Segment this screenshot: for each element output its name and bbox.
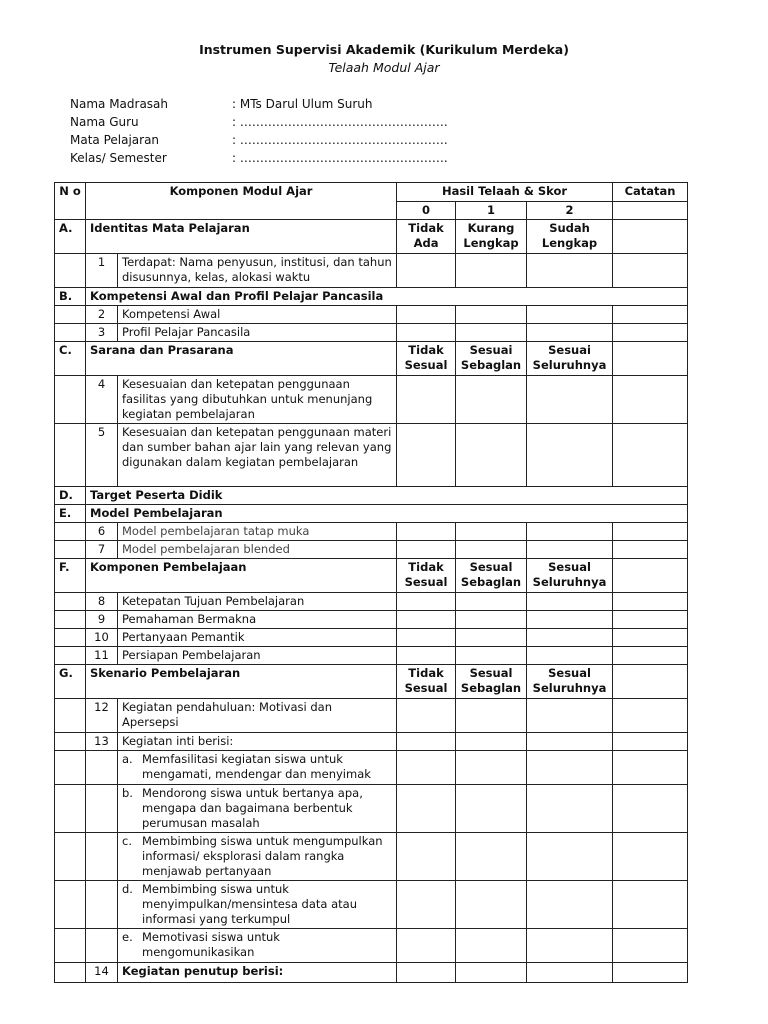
empty-cell xyxy=(86,929,118,963)
score-cell[interactable] xyxy=(456,424,527,487)
info-label: Nama Madrasah xyxy=(70,97,169,111)
catatan-cell[interactable] xyxy=(613,733,688,751)
score-cell[interactable] xyxy=(456,593,527,611)
catatan-cell[interactable] xyxy=(613,593,688,611)
score-label-2: Sudah Lengkap xyxy=(527,220,613,254)
score-cell[interactable] xyxy=(527,611,613,629)
item-text: Terdapat: Nama penyusun, institusi, dan tahun disusunnya, kelas, alokasi waktu xyxy=(118,254,397,288)
catatan-cell xyxy=(613,559,688,593)
info-value: : ……………………………………………. xyxy=(232,151,448,165)
header-score-2: 2 xyxy=(527,202,613,220)
sub-item-text: Memotivasi siswa untuk mengomunikasikan xyxy=(142,930,280,959)
item-text: Profil Pelajar Pancasila xyxy=(118,324,397,342)
item-text: Kompetensi Awal xyxy=(118,306,397,324)
catatan-cell[interactable] xyxy=(613,785,688,833)
catatan-cell[interactable] xyxy=(613,541,688,559)
score-label-1: Sesuai Sebaglan xyxy=(456,342,527,376)
item-number: 12 xyxy=(86,699,118,733)
score-cell[interactable] xyxy=(397,699,456,733)
score-label-1: Kurang Lengkap xyxy=(456,220,527,254)
score-cell[interactable] xyxy=(456,254,527,288)
info-label: Nama Guru xyxy=(70,115,139,129)
empty-cell xyxy=(55,324,86,342)
section-letter: B. xyxy=(55,288,86,306)
score-cell[interactable] xyxy=(527,593,613,611)
empty-cell xyxy=(55,593,86,611)
score-cell[interactable] xyxy=(527,254,613,288)
item-number: 14 xyxy=(86,963,118,983)
score-cell[interactable] xyxy=(397,523,456,541)
catatan-cell[interactable] xyxy=(613,611,688,629)
section-letter: F. xyxy=(55,559,86,593)
catatan-cell[interactable] xyxy=(613,963,688,983)
score-cell[interactable] xyxy=(397,629,456,647)
score-cell[interactable] xyxy=(527,785,613,833)
section-title: Identitas Mata Pelajaran xyxy=(86,220,397,254)
score-cell[interactable] xyxy=(456,306,527,324)
score-cell[interactable] xyxy=(397,254,456,288)
sub-item xyxy=(118,833,397,881)
item-text: Pemahaman Bermakna xyxy=(118,611,397,629)
sub-item-text: Mendorong siswa untuk bertanya apa, mengapa dan bagaimana berbentuk perumusan masalah xyxy=(142,786,363,830)
item-text: Kesesuaian dan ketepatan penggunaan materi dan sumber bahan ajar lain yang relevan yang digunakan dalam kegiatan pembelajaran xyxy=(118,424,397,487)
empty-cell xyxy=(55,647,86,665)
score-cell[interactable] xyxy=(527,376,613,424)
score-cell[interactable] xyxy=(397,541,456,559)
section-letter: A. xyxy=(55,220,86,254)
score-cell[interactable] xyxy=(456,376,527,424)
score-cell[interactable] xyxy=(456,699,527,733)
score-cell[interactable] xyxy=(397,751,456,785)
score-cell[interactable] xyxy=(397,611,456,629)
score-cell[interactable] xyxy=(527,629,613,647)
empty-cell xyxy=(55,751,86,785)
sub-item-letter: d. xyxy=(122,882,133,896)
item-text: Kesesuaian dan ketepatan penggunaan fasilitas yang dibutuhkan untuk menunjang kegiatan pembelajaran xyxy=(118,376,397,424)
item-number: 13 xyxy=(86,733,118,751)
catatan-cell[interactable] xyxy=(613,254,688,288)
document-title: Instrumen Supervisi Akademik (Kurikulum Merdeka) xyxy=(199,42,569,57)
score-label-2: Sesual Seluruhnya xyxy=(527,665,613,699)
header-catatan: Catatan xyxy=(613,183,688,202)
empty-cell xyxy=(55,785,86,833)
score-cell[interactable] xyxy=(397,593,456,611)
empty-cell xyxy=(55,699,86,733)
item-number: 3 xyxy=(86,324,118,342)
empty-cell xyxy=(55,733,86,751)
score-label-1: Sesual Sebaglan xyxy=(456,559,527,593)
score-cell[interactable] xyxy=(397,963,456,983)
info-value: : ……………………………………………. xyxy=(232,133,448,147)
info-value: : ……………………………………………. xyxy=(232,115,448,129)
score-label-2: Sesuai Seluruhnya xyxy=(527,342,613,376)
score-cell[interactable] xyxy=(527,699,613,733)
catatan-cell[interactable] xyxy=(613,376,688,424)
score-cell[interactable] xyxy=(456,751,527,785)
score-label-1: Sesual Sebaglan xyxy=(456,665,527,699)
catatan-cell[interactable] xyxy=(613,699,688,733)
score-cell[interactable] xyxy=(397,306,456,324)
sub-item xyxy=(118,785,397,833)
score-cell[interactable] xyxy=(527,541,613,559)
score-cell[interactable] xyxy=(397,733,456,751)
score-cell[interactable] xyxy=(397,881,456,929)
score-cell[interactable] xyxy=(527,306,613,324)
item-text: Model pembelajaran tatap muka xyxy=(118,523,397,541)
info-value: : MTs Darul Ulum Suruh xyxy=(232,97,373,111)
header-score-0: 0 xyxy=(397,202,456,220)
empty-cell xyxy=(86,833,118,881)
score-cell[interactable] xyxy=(527,324,613,342)
empty-cell xyxy=(86,881,118,929)
score-label-0: Tidak Sesual xyxy=(397,342,456,376)
empty-cell xyxy=(613,202,688,220)
catatan-cell xyxy=(613,342,688,376)
score-cell[interactable] xyxy=(527,424,613,487)
empty-cell xyxy=(55,424,86,487)
score-cell[interactable] xyxy=(397,424,456,487)
sub-item-text: Memfasilitasi kegiatan siswa untuk mengamati, mendengar dan menyimak xyxy=(142,752,371,781)
score-cell[interactable] xyxy=(456,647,527,665)
catatan-cell[interactable] xyxy=(613,523,688,541)
item-number: 10 xyxy=(86,629,118,647)
score-cell[interactable] xyxy=(527,751,613,785)
info-row-guru xyxy=(70,113,448,131)
catatan-cell[interactable] xyxy=(613,647,688,665)
empty-cell xyxy=(86,751,118,785)
catatan-cell[interactable] xyxy=(613,424,688,487)
section-letter: D. xyxy=(55,487,86,505)
section-title: Target Peserta Didik xyxy=(86,487,688,505)
sub-item-text: Membimbing siswa untuk menyimpulkan/mensintesa data atau informasi yang terkumpul xyxy=(142,882,357,926)
empty-cell xyxy=(55,254,86,288)
empty-cell xyxy=(55,306,86,324)
score-cell[interactable] xyxy=(397,929,456,963)
catatan-cell[interactable] xyxy=(613,324,688,342)
header-komponen: Komponen Modul Ajar xyxy=(86,183,397,220)
item-number: 2 xyxy=(86,306,118,324)
catatan-cell xyxy=(613,220,688,254)
item-number: 6 xyxy=(86,523,118,541)
score-label-2: Sesual Seluruhnya xyxy=(527,559,613,593)
info-row-mapel xyxy=(70,131,448,149)
item-text: Kegiatan penutup berisi: xyxy=(118,963,397,983)
empty-cell xyxy=(55,541,86,559)
empty-cell xyxy=(55,629,86,647)
section-letter: G. xyxy=(55,665,86,699)
document-subtitle: Telaah Modul Ajar xyxy=(328,60,440,75)
info-label: Kelas/ Semester xyxy=(70,151,167,165)
sub-item-letter: a. xyxy=(122,752,133,766)
catatan-cell[interactable] xyxy=(613,751,688,785)
header-hasil: Hasil Telaah & Skor xyxy=(397,183,613,202)
score-cell[interactable] xyxy=(397,785,456,833)
empty-cell xyxy=(55,611,86,629)
score-label-0: Tidak Sesual xyxy=(397,665,456,699)
section-title: Model Pembelajaran xyxy=(86,505,688,523)
item-text: Persiapan Pembelajaran xyxy=(118,647,397,665)
info-label: Mata Pelajaran xyxy=(70,133,160,147)
sub-item-letter: e. xyxy=(122,930,133,944)
score-cell[interactable] xyxy=(527,733,613,751)
score-cell[interactable] xyxy=(397,833,456,881)
section-title: Sarana dan Prasarana xyxy=(86,342,397,376)
empty-cell xyxy=(55,833,86,881)
header-no: N o xyxy=(55,183,86,220)
score-label-0: Tidak Sesual xyxy=(397,559,456,593)
empty-cell xyxy=(55,963,86,983)
score-cell[interactable] xyxy=(527,881,613,929)
score-cell[interactable] xyxy=(456,629,527,647)
section-title: Skenario Pembelajaran xyxy=(86,665,397,699)
score-cell[interactable] xyxy=(397,376,456,424)
score-cell[interactable] xyxy=(456,785,527,833)
sub-item-letter: c. xyxy=(122,834,132,848)
catatan-cell[interactable] xyxy=(613,929,688,963)
empty-cell xyxy=(55,376,86,424)
score-cell[interactable] xyxy=(397,647,456,665)
score-cell[interactable] xyxy=(456,733,527,751)
score-cell[interactable] xyxy=(527,647,613,665)
item-text: Pertanyaan Pemantik xyxy=(118,629,397,647)
info-row-kelas xyxy=(70,149,448,167)
item-text: Ketepatan Tujuan Pembelajaran xyxy=(118,593,397,611)
score-label-0: Tidak Ada xyxy=(397,220,456,254)
info-row-madrasah xyxy=(70,95,448,113)
section-letter: C. xyxy=(55,342,86,376)
item-number: 11 xyxy=(86,647,118,665)
score-cell[interactable] xyxy=(527,523,613,541)
item-number: 7 xyxy=(86,541,118,559)
section-title: Kompetensi Awal dan Profil Pelajar Pancasila xyxy=(86,288,688,306)
score-cell[interactable] xyxy=(456,929,527,963)
sub-item-letter: b. xyxy=(122,786,133,800)
empty-cell xyxy=(55,929,86,963)
sub-item xyxy=(118,881,397,929)
score-cell[interactable] xyxy=(527,963,613,983)
item-text: Model pembelajaran blended xyxy=(118,541,397,559)
score-cell[interactable] xyxy=(397,324,456,342)
empty-cell xyxy=(55,523,86,541)
sub-item xyxy=(118,929,397,963)
supervision-table xyxy=(54,182,688,983)
info-block xyxy=(70,95,448,167)
item-text: Kegiatan inti berisi: xyxy=(118,733,397,751)
score-cell[interactable] xyxy=(456,881,527,929)
item-number: 8 xyxy=(86,593,118,611)
score-cell[interactable] xyxy=(456,963,527,983)
sub-item xyxy=(118,751,397,785)
catatan-cell[interactable] xyxy=(613,833,688,881)
section-letter: E. xyxy=(55,505,86,523)
section-title: Komponen Pembelajaan xyxy=(86,559,397,593)
item-number: 9 xyxy=(86,611,118,629)
catatan-cell xyxy=(613,665,688,699)
score-cell[interactable] xyxy=(456,833,527,881)
item-number: 1 xyxy=(86,254,118,288)
item-text: Kegiatan pendahuluan: Motivasi dan Apersepsi xyxy=(118,699,397,733)
header-score-1: 1 xyxy=(456,202,527,220)
empty-cell xyxy=(86,785,118,833)
score-cell[interactable] xyxy=(456,523,527,541)
item-number: 4 xyxy=(86,376,118,424)
catatan-cell[interactable] xyxy=(613,881,688,929)
score-cell[interactable] xyxy=(527,833,613,881)
score-cell[interactable] xyxy=(456,324,527,342)
catatan-cell[interactable] xyxy=(613,306,688,324)
score-cell[interactable] xyxy=(456,541,527,559)
score-cell[interactable] xyxy=(456,611,527,629)
item-number: 5 xyxy=(86,424,118,487)
catatan-cell[interactable] xyxy=(613,629,688,647)
sub-item-text: Membimbing siswa untuk mengumpulkan informasi/ eksplorasi dalam rangka menjawab pertanyaan xyxy=(142,834,383,878)
score-cell[interactable] xyxy=(527,929,613,963)
empty-cell xyxy=(55,881,86,929)
